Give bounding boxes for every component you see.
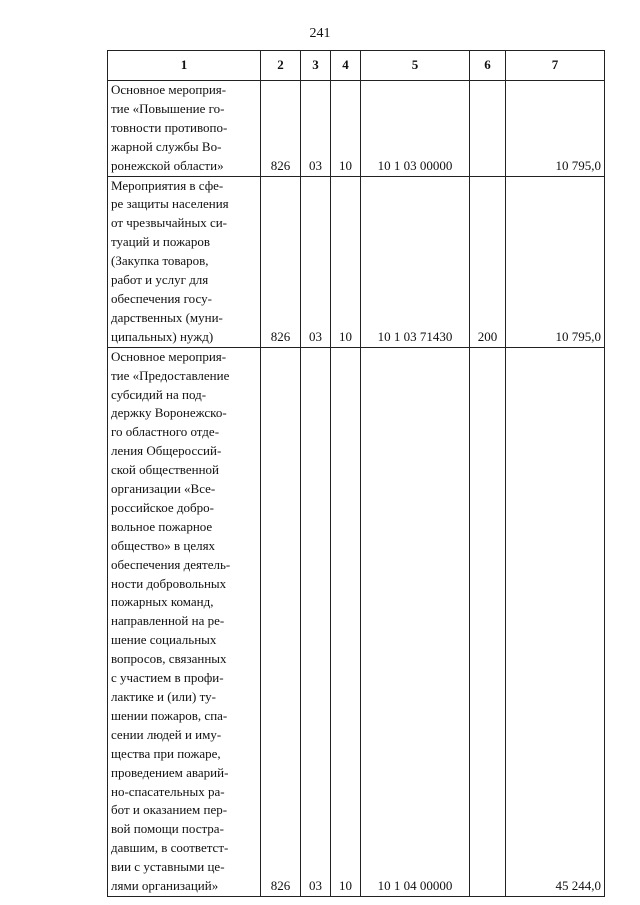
item-name-line: проведением аварий-	[111, 764, 229, 780]
item-name-line: Основное мероприя-	[111, 348, 227, 364]
item-name-line: организации «Все-	[111, 481, 216, 497]
item-name-line: ципальных) нужд)	[111, 328, 214, 344]
item-name-line: пожарных команд,	[111, 594, 214, 610]
item-name-line: щества при пожаре,	[111, 745, 221, 761]
item-name-line: Основное мероприя-	[111, 82, 227, 97]
expense-type-cell: 200	[470, 176, 506, 347]
item-name-line: ронежской области»	[111, 157, 224, 173]
ministry-code-cell: 826	[261, 81, 301, 177]
ministry-code-cell: 826	[261, 176, 301, 347]
item-name-line: бот и оказанием пер-	[111, 802, 228, 818]
item-name-line: го областного отде-	[111, 424, 220, 440]
item-name-line: шении пожаров, спа-	[111, 707, 228, 723]
section-code-cell: 03	[301, 347, 331, 896]
item-name-cell	[108, 81, 261, 177]
item-name-line: давшим, в соответст-	[111, 840, 229, 856]
item-name-cell	[108, 176, 261, 347]
item-name-line: держку Воронежско-	[111, 405, 227, 421]
item-name-line: направленной на ре-	[111, 613, 225, 629]
item-name-line: ре защиты населения	[111, 196, 229, 212]
table-row	[108, 81, 605, 177]
item-name-line: вольное пожарное	[111, 518, 213, 534]
amount-cell: 45 244,0	[506, 347, 605, 896]
expense-type-cell	[470, 81, 506, 177]
item-name-line: ления Общероссий-	[111, 443, 222, 459]
amount-cell: 10 795,0	[506, 81, 605, 177]
item-name-line: но-спасательных ра-	[111, 783, 225, 799]
table-row	[108, 347, 605, 896]
item-name-cell	[108, 347, 261, 896]
section-code-cell: 03	[301, 176, 331, 347]
ministry-code-cell: 826	[261, 347, 301, 896]
item-name-line: вии с уставными це-	[111, 859, 225, 875]
item-name-line: тие «Предоставление	[111, 367, 230, 383]
item-name-line: шение социальных	[111, 632, 217, 648]
item-name-line: тие «Повышение го-	[111, 100, 225, 116]
item-name-line: общество» в целях	[111, 537, 216, 553]
subsection-code-cell: 10	[331, 81, 361, 177]
table-body	[108, 81, 605, 897]
item-name-line: товности противопо-	[111, 119, 228, 135]
header-row	[108, 51, 605, 81]
item-name-line: Мероприятия в сфе-	[111, 177, 224, 193]
expense-type-cell	[470, 347, 506, 896]
item-name-line: сении людей и иму-	[111, 726, 222, 742]
header-cell-3: 3	[301, 51, 331, 81]
table-row	[108, 176, 605, 347]
item-name-line: с участием в профи-	[111, 670, 224, 686]
target-article-cell: 10 1 03 71430	[361, 176, 470, 347]
item-name-line: вой помощи постра-	[111, 821, 224, 837]
item-name-line: ности добровольных	[111, 575, 227, 591]
item-name-line: туаций и пожаров	[111, 234, 210, 250]
item-name-line: дарственных (муни-	[111, 309, 223, 325]
budget-table	[107, 50, 605, 897]
target-article-cell: 10 1 04 00000	[361, 347, 470, 896]
item-name-line: российское добро-	[111, 499, 214, 515]
item-name-line: жарной службы Во-	[111, 138, 222, 154]
item-name-line: от чрезвычайных си-	[111, 215, 227, 231]
section-code-cell: 03	[301, 81, 331, 177]
header-cell-7: 7	[506, 51, 605, 81]
header-cell-1: 1	[108, 51, 261, 81]
target-article-cell: 10 1 03 00000	[361, 81, 470, 177]
item-name-line: вопросов, связанных	[111, 651, 227, 667]
item-name-line: лями организаций»	[111, 878, 219, 894]
header-cell-2: 2	[261, 51, 301, 81]
item-name-line: (Закупка товаров,	[111, 253, 209, 269]
item-name-line: ской общественной	[111, 462, 220, 478]
item-name-line: работ и услуг для	[111, 272, 209, 288]
item-name-line: обеспечения деятель-	[111, 556, 231, 572]
subsection-code-cell: 10	[331, 347, 361, 896]
header-cell-6: 6	[470, 51, 506, 81]
amount-cell: 10 795,0	[506, 176, 605, 347]
item-name-line: субсидий на под-	[111, 386, 207, 402]
item-name-line: обеспечения госу-	[111, 290, 212, 306]
header-cell-4: 4	[331, 51, 361, 81]
header-cell-5: 5	[361, 51, 470, 81]
item-name-line: лактике и (или) ту-	[111, 689, 216, 704]
page-number: 241	[309, 26, 331, 41]
subsection-code-cell: 10	[331, 176, 361, 347]
